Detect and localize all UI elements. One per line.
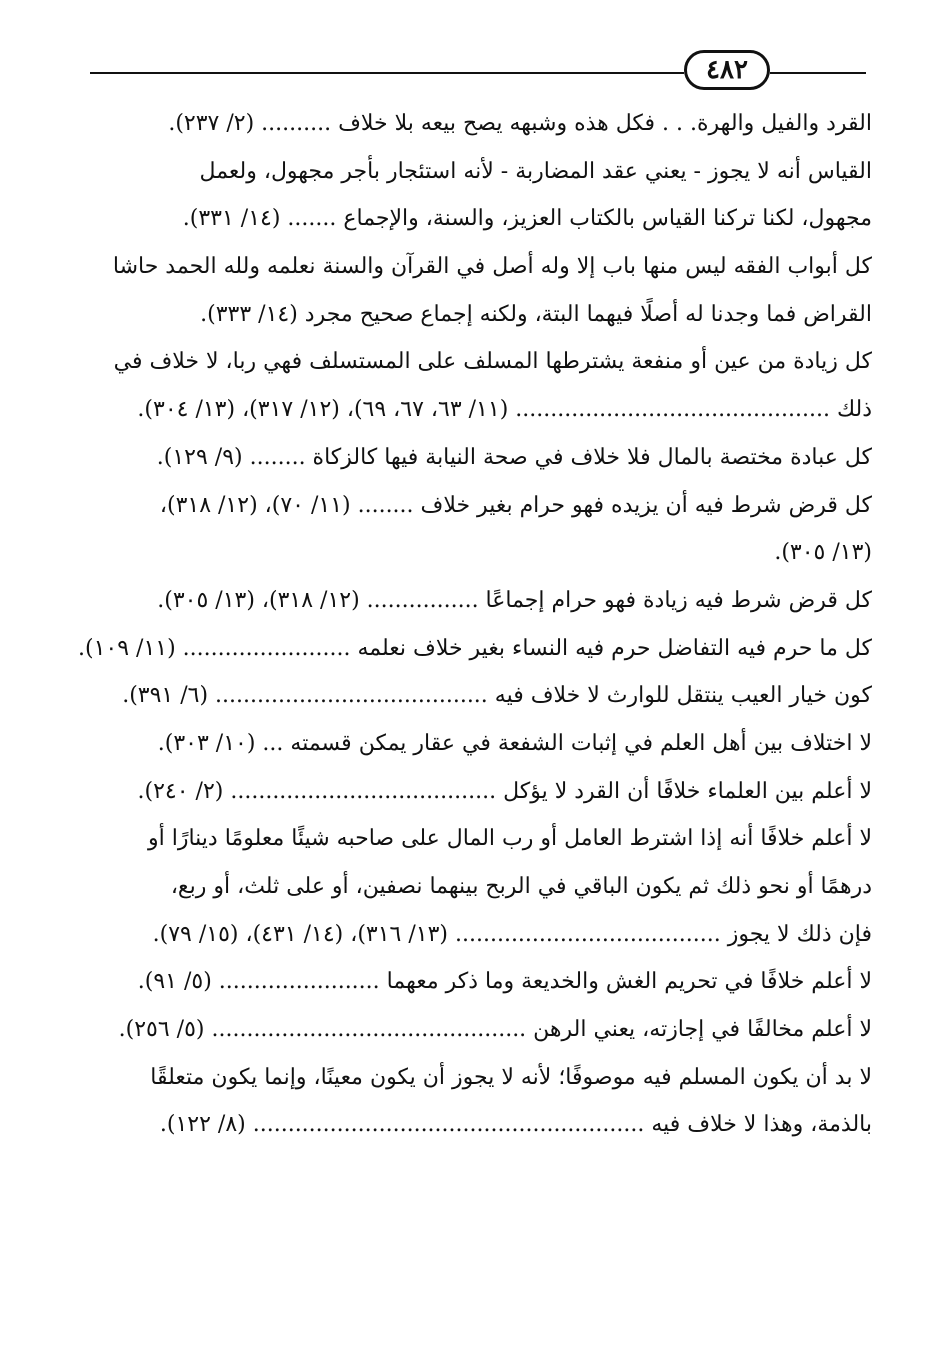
index-entries	[78, 100, 872, 1149]
page-number: ٤٨٢	[684, 50, 770, 90]
text-line: بالذمة، وهذا لا خلاف فيه ........................................................ (٨/ ١٢٢).	[159, 1112, 872, 1138]
text-line: لا أعلم بين العلماء خلافًا أن القرد لا يؤكل ...................................... (٢/ ٢٤٠).	[137, 778, 872, 804]
text-line: درهمًا أو نحو ذلك ثم يكون الباقي في الربح بينهما نصفين، أو على ثلث، أو ربع،	[170, 874, 872, 899]
text-line: كون خيار العيب ينتقل للوارث لا خلاف فيه ....................................... (٦/ ٣٩١).	[122, 683, 872, 709]
text-line: (١٣/ ٣٠٥).	[774, 540, 872, 566]
text-line: القياس أنه لا يجوز - يعني عقد المضاربة - لأنه استئجار بأجر مجهول، ولعمل	[199, 158, 872, 184]
header-rule-left	[90, 72, 684, 74]
header-rule-right	[770, 72, 866, 74]
text-line: لا أعلم خلافًا في تحريم الغش والخديعة وما ذكر معهما ....................... (٥/ ٩١).	[137, 969, 872, 995]
text-line: مجهول، لكنا تركنا القياس بالكتاب العزيز، والسنة، والإجماع ....... (١٤/ ٣٣١).	[182, 206, 872, 232]
text-line: كل زيادة من عين أو منفعة يشترطها المسلف على المستسلف فهي ربا، لا خلاف في	[113, 349, 872, 375]
text-line: القرد والفيل والهرة. . . فكل هذه وشبهه يصح بيعه بلا خلاف .......... (٢/ ٢٣٧).	[168, 111, 872, 136]
page-header	[0, 0, 946, 100]
text-line: كل قرض شرط فيه أن يزيده فهو حرام بغير خلاف ........ (١١/ ٧٠)، (١٢/ ٣١٨)،	[159, 492, 872, 518]
text-line: فإن ذلك لا يجوز ...................................... (١٣/ ٣١٦)، (١٤/ ٤٣١)، (١٥/ ٧٩).	[152, 921, 872, 947]
text-line: كل أبواب الفقه ليس منها باب إلا وله أصل في القرآن والسنة نعلمه ولله الحمد حاشا	[112, 254, 872, 280]
text-line: لا اختلاف بين أهل العلم في إثبات الشفعة في عقار يمكن قسمته ... (١٠/ ٣٠٣).	[157, 730, 872, 756]
text-line: كل ما حرم فيه التفاضل حرم فيه النساء بغير خلاف نعلمه ........................ (١١/ ١٠٩).	[78, 635, 872, 661]
text-line: لا أعلم خلافًا أنه إذا اشترط العامل أو رب المال على صاحبه شيئًا معلومًا دينارًا أو	[148, 826, 872, 852]
text-line: كل عبادة مختصة بالمال فلا خلاف في صحة النيابة فيها كالزكاة ........ (٩/ ١٢٩).	[156, 444, 872, 470]
text-line: لا أعلم مخالفًا في إجازته، يعني الرهن ............................................. (٥/ ٢٥٦).	[118, 1017, 872, 1043]
text-line: كل قرض شرط فيه زيادة فهو حرام إجماعًا ................ (١٢/ ٣١٨)، (١٣/ ٣٠٥).	[157, 587, 872, 613]
text-line: لا بد أن يكون المسلم فيه موصوفًا؛ لأنه لا يجوز أن يكون معينًا، وإنما يكون متعلقًا	[150, 1064, 872, 1090]
text-line: القراض فما وجدنا له أصلًا فيهما البتة، ولكنه إجماع صحيح مجرد (١٤/ ٣٣٣).	[200, 301, 872, 327]
text-line: ذلك ............................................. (١١/ ٦٣، ٦٧، ٦٩)، (١٢/ ٣١٧)، (١٣/ ٣٠٤).	[137, 397, 872, 423]
